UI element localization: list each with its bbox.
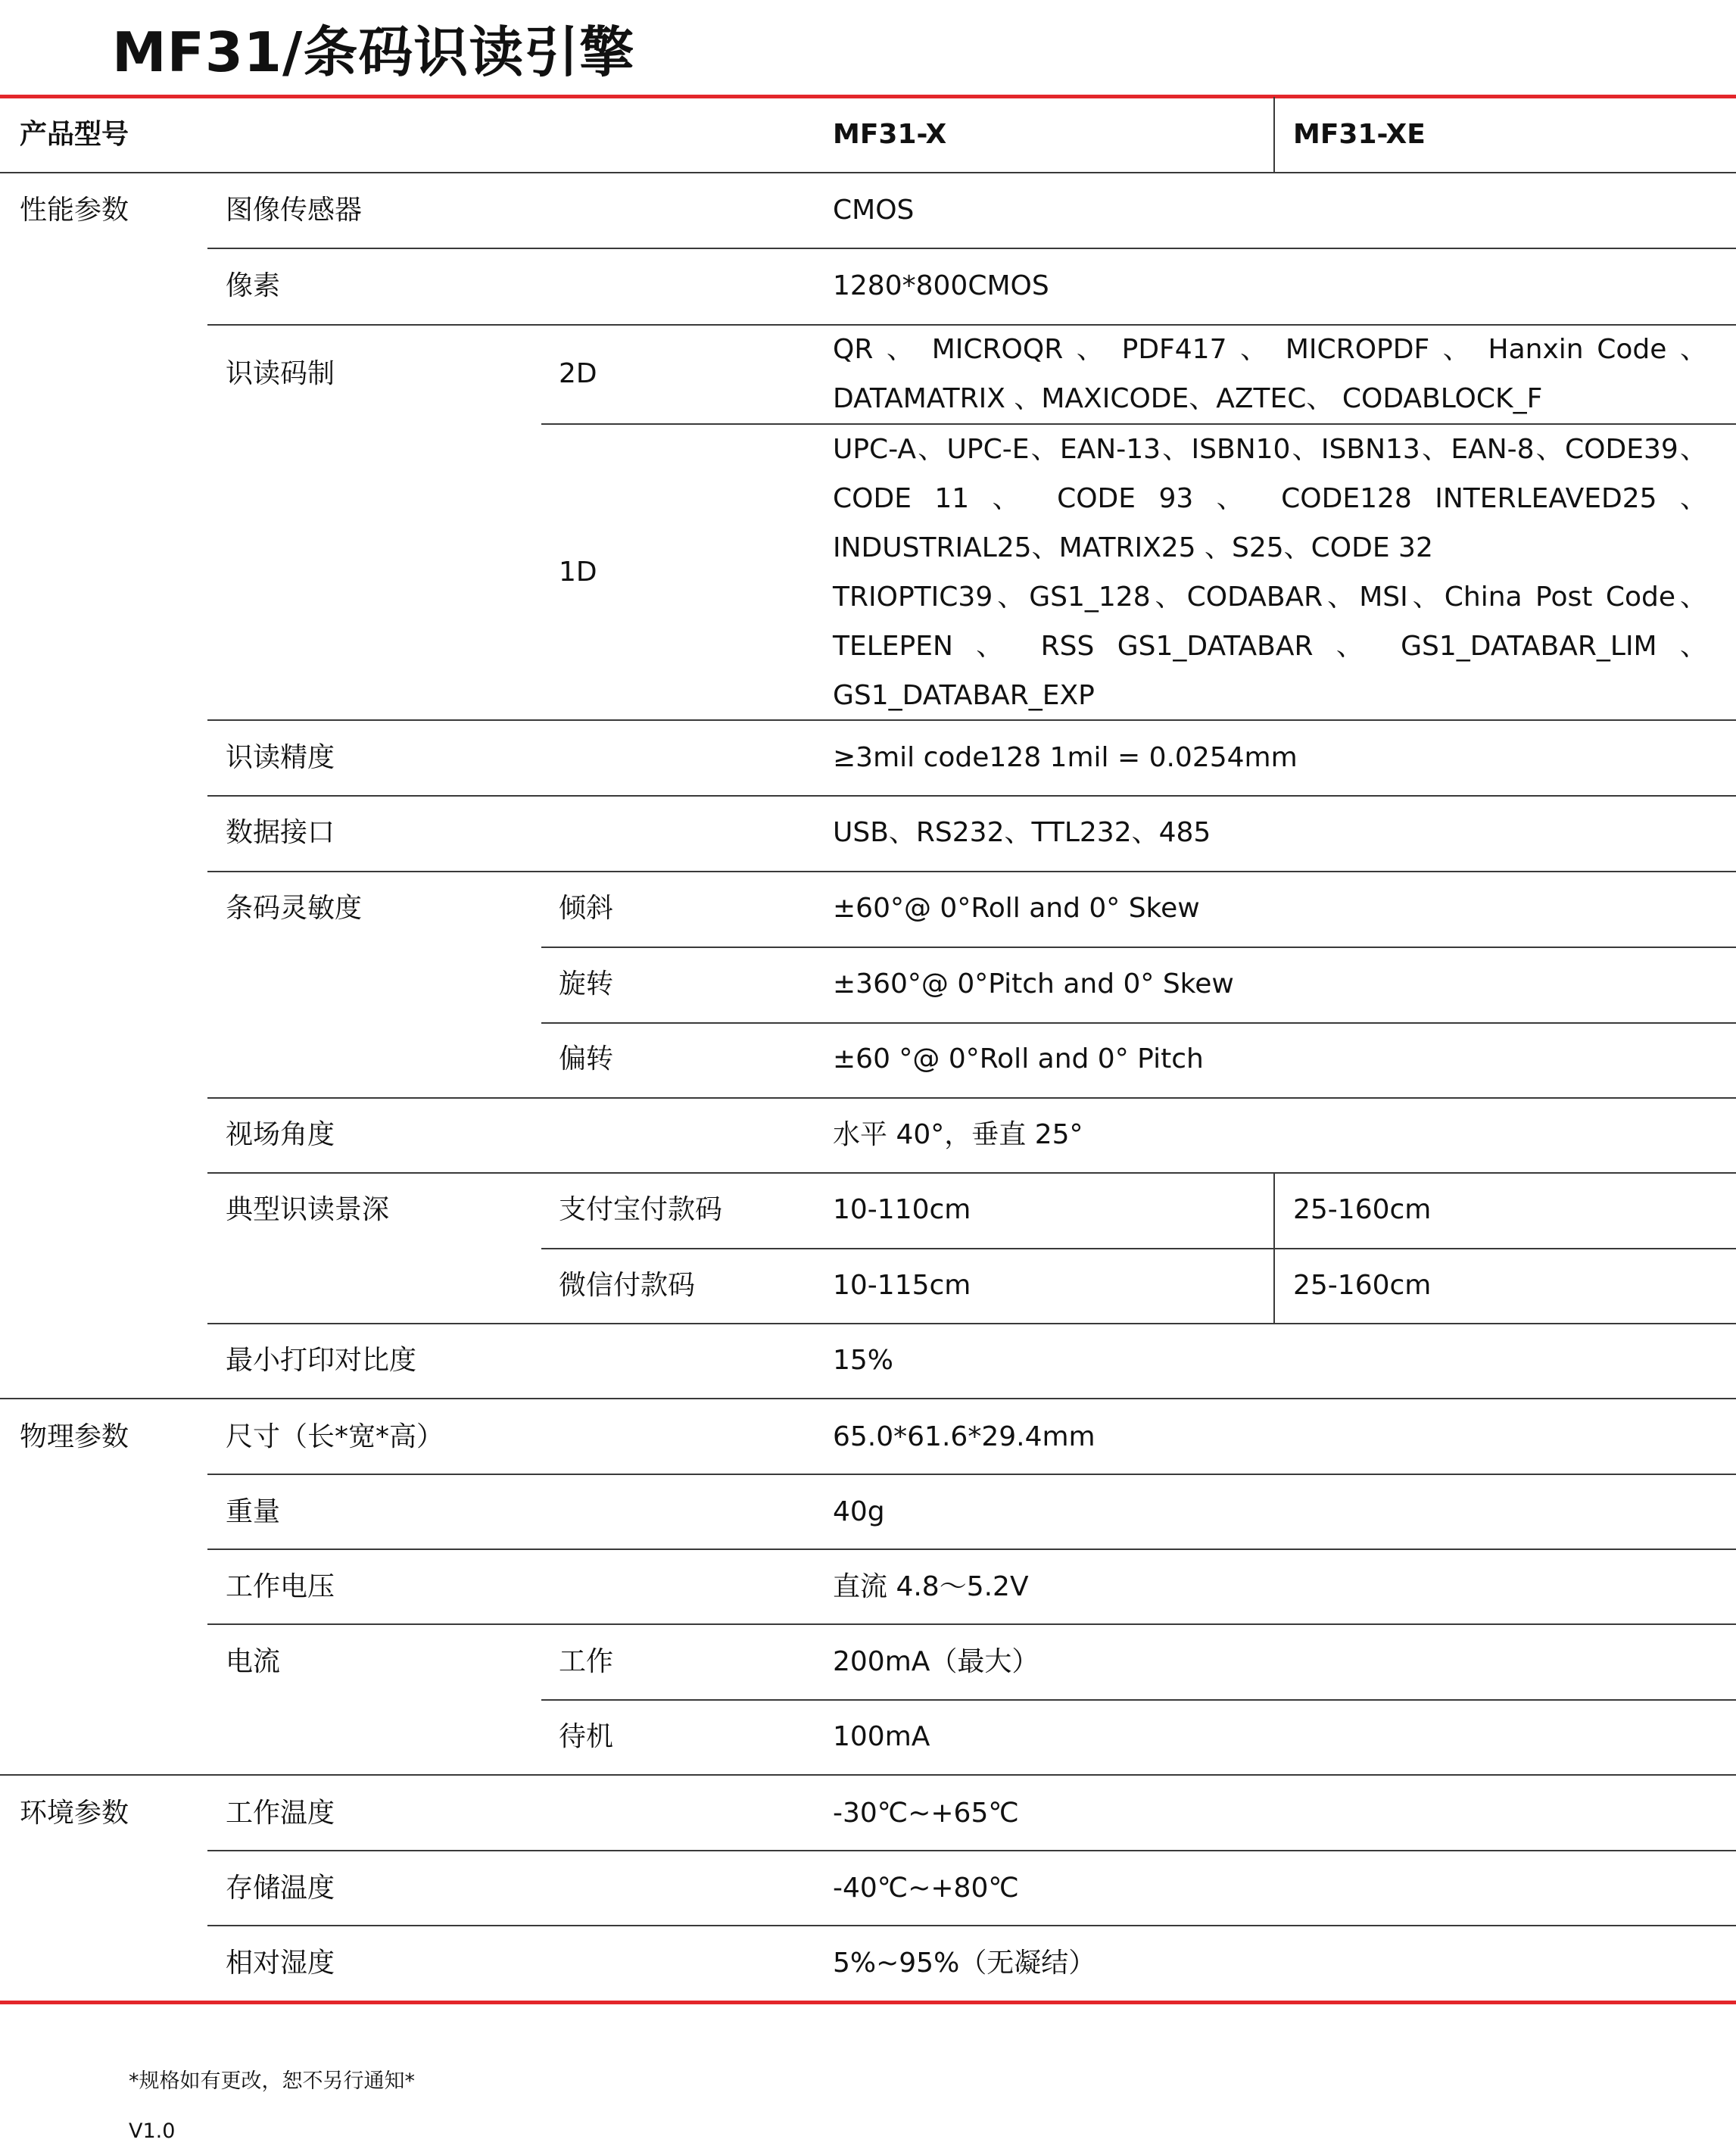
dof-wechat-x: 10-115cm — [833, 1270, 971, 1301]
current-standby-label: 待机 — [559, 1721, 614, 1752]
symbology-1d-line: UPC-A、UPC-E、EAN-13、ISBN10、ISBN13、EAN-8、CODE39、 — [833, 434, 1707, 465]
sensitivity-pitch-label: 偏转 — [559, 1043, 614, 1074]
current-working-value: 200mA（最大） — [833, 1646, 1039, 1677]
row-divider — [207, 871, 1736, 872]
fov-label: 视场角度 — [226, 1119, 335, 1150]
symbology-1d-list — [833, 425, 1707, 720]
document-title: MF31/条码识读引擎 — [112, 20, 635, 84]
symbology-2d-line: DATAMATRIX 、MAXICODE、AZTEC、 CODABLOCK_F — [833, 383, 1543, 414]
row-divider — [207, 248, 1736, 249]
current-working-label: 工作 — [559, 1646, 614, 1677]
interface-label: 数据接口 — [226, 817, 335, 848]
precision-label: 识读精度 — [226, 742, 335, 773]
row-divider — [541, 1699, 1736, 1701]
size-value: 65.0*61.6*29.4mm — [833, 1421, 1096, 1452]
header-bottom-line — [0, 172, 1736, 173]
dof-wechat-xe: 25-160cm — [1293, 1270, 1432, 1301]
row-divider — [207, 1097, 1736, 1099]
group-divider — [0, 1398, 1736, 1399]
row-divider — [541, 947, 1736, 948]
dof-alipay-label: 支付宝付款码 — [559, 1194, 723, 1225]
symbology-2d-line: QR 、 MICROQR 、 PDF417 、 MICROPDF 、 Hanxin Code 、 — [833, 334, 1707, 365]
voltage-value: 直流 4.8～5.2V — [833, 1571, 1029, 1602]
symbology-2d-label: 2D — [559, 358, 597, 389]
sensitivity-skew-label: 倾斜 — [559, 893, 614, 924]
row-divider — [207, 1850, 1736, 1851]
symbology-1d-line: TRIOPTIC39、GS1_128、CODABAR、MSI、China Post Code、 — [833, 582, 1707, 613]
sensor-label: 图像传感器 — [226, 195, 363, 226]
group-performance: 性能参数 — [20, 195, 129, 226]
contrast-label: 最小打印对比度 — [226, 1345, 417, 1376]
version-label: V1.0 — [129, 2119, 176, 2143]
group-environment: 环境参数 — [20, 1798, 129, 1829]
dof-alipay-x: 10-110cm — [833, 1194, 971, 1225]
precision-value: ≥3mil code128 1mil = 0.0254mm — [833, 742, 1298, 773]
row-divider — [207, 1549, 1736, 1550]
fov-value: 水平 40°，垂直 25° — [833, 1119, 1083, 1150]
humidity-label: 相对湿度 — [226, 1948, 335, 1979]
dof-wechat-label: 微信付款码 — [559, 1270, 696, 1301]
group-divider — [0, 1774, 1736, 1776]
group-physical: 物理参数 — [20, 1421, 129, 1452]
weight-value: 40g — [833, 1496, 885, 1527]
op-temp-label: 工作温度 — [226, 1798, 335, 1829]
interface-value: USB、RS232、TTL232、485 — [833, 817, 1211, 848]
disclaimer-note: *规格如有更改，恕不另行通知* — [129, 2069, 415, 2093]
contrast-value: 15% — [833, 1345, 894, 1376]
pixel-value: 1280*800CMOS — [833, 270, 1049, 301]
row-divider — [207, 1323, 1736, 1324]
storage-temp-label: 存储温度 — [226, 1873, 335, 1904]
row-divider — [207, 795, 1736, 797]
header-model-x: MF31-X — [833, 119, 947, 150]
symbology-1d-line: GS1_DATABAR_EXP — [833, 680, 1095, 711]
row-divider — [207, 1925, 1736, 1926]
humidity-value: 5%~95%（无凝结） — [833, 1948, 1096, 1979]
row-divider — [541, 1022, 1736, 1024]
symbology-1d-line: TELEPEN 、 RSS GS1_DATABAR 、 GS1_DATABAR_LIM 、 — [833, 631, 1707, 662]
row-divider — [207, 1172, 1736, 1174]
column-divider — [1273, 97, 1275, 172]
header-product-model: 产品型号 — [20, 119, 129, 150]
voltage-label: 工作电压 — [226, 1571, 335, 1602]
symbology-1d-line: CODE 11 、 CODE 93 、 CODE128 INTERLEAVED25 、 — [833, 483, 1707, 514]
size-label: 尺寸（长*宽*高） — [226, 1421, 444, 1452]
header-model-xe: MF31-XE — [1293, 119, 1426, 150]
dof-label: 典型识读景深 — [226, 1194, 390, 1225]
sensitivity-roll-label: 旋转 — [559, 968, 614, 1000]
row-divider — [207, 1623, 1736, 1625]
weight-label: 重量 — [226, 1496, 281, 1527]
column-divider — [1273, 1172, 1275, 1323]
op-temp-value: -30℃~+65℃ — [833, 1798, 1019, 1829]
dof-alipay-xe: 25-160cm — [1293, 1194, 1432, 1225]
top-red-rule — [0, 95, 1736, 98]
sensitivity-skew-value: ±60°@ 0°Roll and 0° Skew — [833, 893, 1200, 924]
symbology-2d-list — [833, 325, 1707, 423]
storage-temp-value: -40℃~+80℃ — [833, 1873, 1019, 1904]
sensitivity-roll-value: ±360°@ 0°Pitch and 0° Skew — [833, 968, 1234, 1000]
current-label: 电流 — [226, 1646, 281, 1677]
pixel-label: 像素 — [226, 270, 281, 301]
row-divider — [541, 1248, 1736, 1249]
symbology-1d-line: INDUSTRIAL25、MATRIX25 、S25、CODE 32 — [833, 532, 1433, 563]
symbology-label: 识读码制 — [226, 358, 335, 389]
sensitivity-label: 条码灵敏度 — [226, 893, 363, 924]
row-divider — [207, 1474, 1736, 1475]
symbology-1d-label: 1D — [559, 557, 597, 588]
current-standby-value: 100mA — [833, 1721, 930, 1752]
sensor-value: CMOS — [833, 195, 915, 226]
sensitivity-pitch-value: ±60 °@ 0°Roll and 0° Pitch — [833, 1043, 1204, 1074]
bottom-red-rule — [0, 2001, 1736, 2004]
